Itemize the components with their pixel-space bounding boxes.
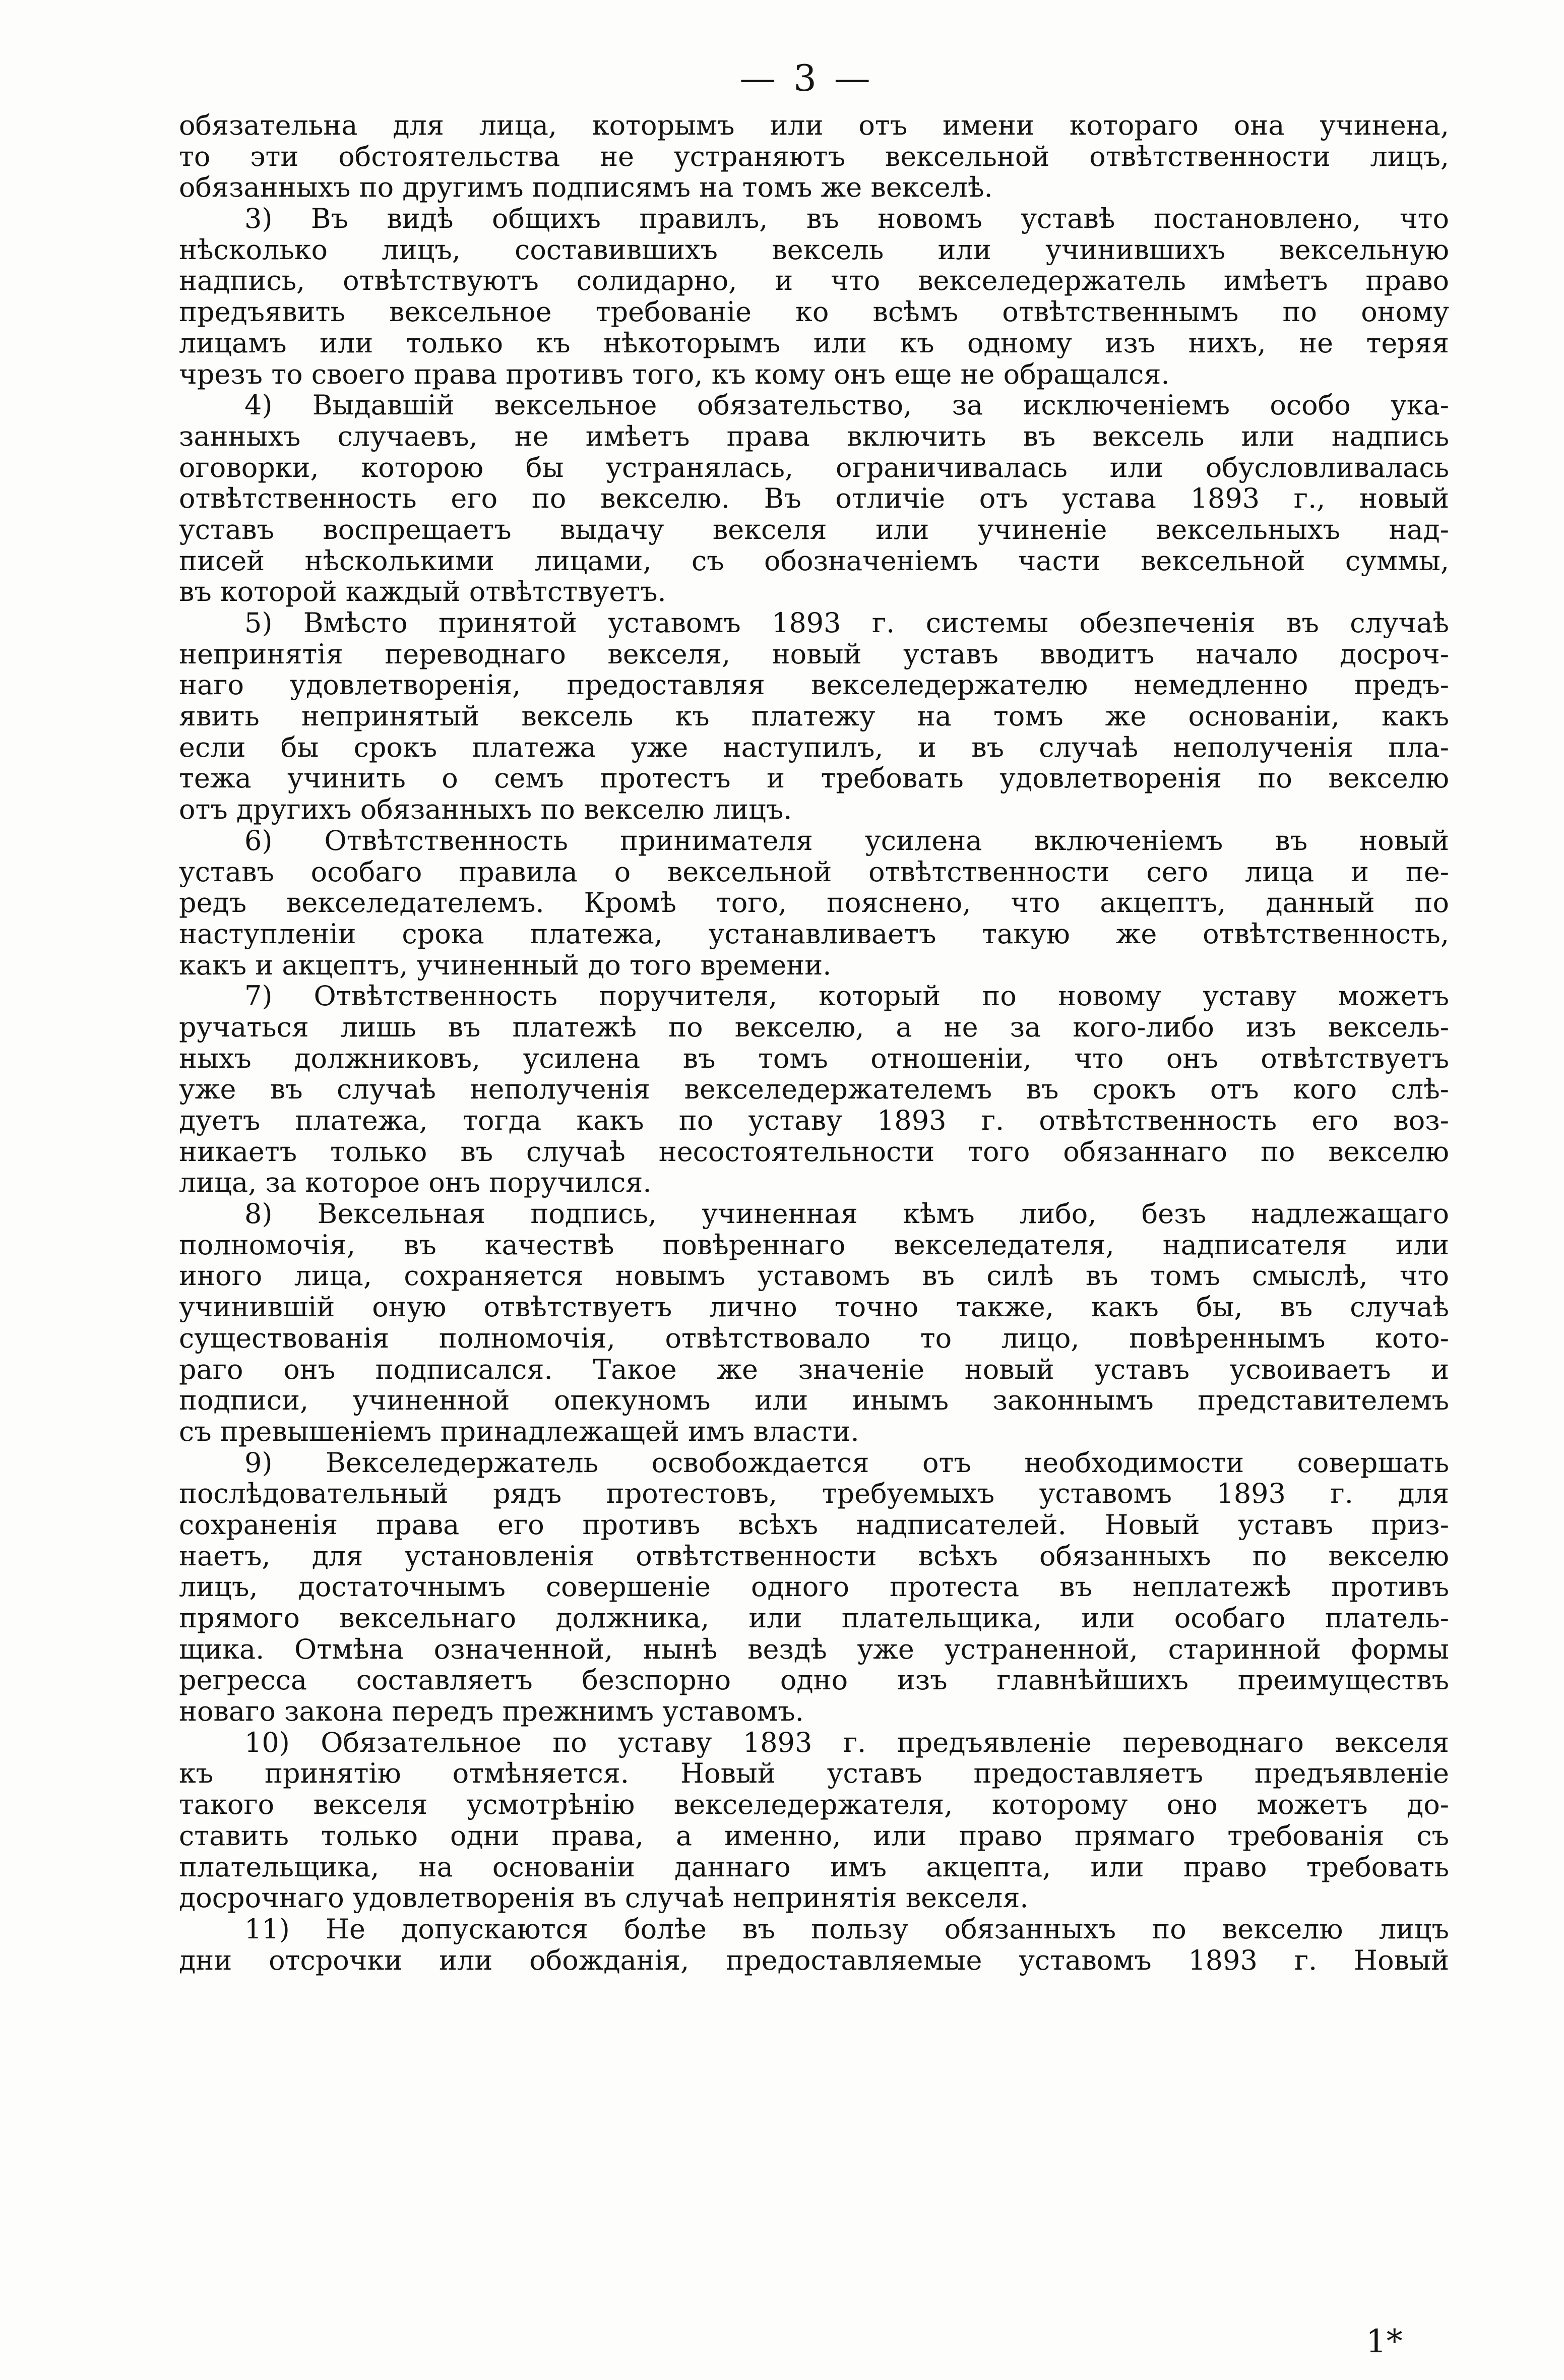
text-line: въ которой каждый отвѣтствуетъ.: [179, 576, 666, 608]
text-line: 3) Въ видѣ общихъ правилъ, въ новомъ уставѣ постановлено, что: [244, 203, 1449, 235]
text-line: нѣсколько лицъ, составившихъ вексель или учинившихъ вексельную: [179, 233, 1449, 266]
text-line: 9) Векселедержатель освобождается отъ необходимости совершать: [244, 1446, 1449, 1479]
signature-mark: 1*: [1366, 2323, 1403, 2360]
text-line: послѣдовательный рядъ протестовъ, требуемыхъ уставомъ 1893 г. для: [179, 1478, 1449, 1510]
text-line: 10) Обязательное по уставу 1893 г. предъявленіе переводнаго векселя: [244, 1726, 1449, 1758]
text-line: предъявить вексельное требованіе ко всѣмъ отвѣтственнымъ по оному: [179, 296, 1449, 328]
text-line: досрочнаго удовлетворенія въ случаѣ непринятія векселя.: [179, 1882, 1029, 1914]
text-line: новаго закона передъ прежнимъ уставомъ.: [179, 1695, 804, 1728]
text-line: уже въ случаѣ неполученія векселедержателемъ въ срокъ отъ кого слѣ-: [179, 1073, 1449, 1106]
text-line: отъ другихъ обязанныхъ по векселю лицъ.: [179, 794, 792, 826]
text-line: лицъ, достаточнымъ совершеніе одного протеста въ неплатежѣ противъ: [179, 1571, 1449, 1603]
text-line: такого векселя усмотрѣнію векселедержателя, которому оно можетъ до-: [179, 1789, 1449, 1821]
text-line: 11) Не допускаются болѣе въ пользу обязанныхъ по векселю лицъ: [244, 1913, 1449, 1945]
text-line: лицамъ или только къ нѣкоторымъ или къ одному изъ нихъ, не теряя: [179, 327, 1449, 359]
text-line: наетъ, для установленія отвѣтственности всѣхъ обязанныхъ по векселю: [179, 1540, 1449, 1572]
text-line: ручаться лишь въ платежѣ по векселю, а не за кого-либо изъ вексель-: [179, 1011, 1449, 1043]
text-line: тежа учинить о семъ протестъ и требовать удовлетворенія по векселю: [179, 762, 1449, 795]
text-line: надпись, отвѣтствуютъ солидарно, и что векселедержатель имѣетъ право: [179, 265, 1449, 297]
text-line: 6) Отвѣтственность принимателя усилена включеніемъ въ новый: [244, 824, 1449, 857]
text-line: отвѣтственность его по векселю. Въ отличіе отъ устава 1893 г., новый: [179, 482, 1449, 515]
text-line: 8) Вексельная подпись, учиненная кѣмъ либо, безъ надлежащаго: [244, 1198, 1449, 1230]
text-line: прямого вексельнаго должника, или плательщика, или особаго платель-: [179, 1602, 1449, 1634]
text-line: чрезъ то своего права противъ того, къ кому онъ еще не обращался.: [179, 358, 1170, 390]
body-text: [179, 110, 1449, 1976]
text-line: сохраненія права его противъ всѣхъ надписателей. Новый уставъ приз-: [179, 1508, 1449, 1541]
text-line: раго онъ подписался. Такое же значеніе новый уставъ усвоиваетъ и: [179, 1353, 1449, 1385]
text-line: полномочія, въ качествѣ повѣреннаго векселедателя, надписателя или: [179, 1229, 1449, 1261]
text-line: регресса составляетъ безспорно одно изъ главнѣйшихъ преимуществъ: [179, 1664, 1449, 1696]
text-line: иного лица, сохраняется новымъ уставомъ въ силѣ въ томъ смыслѣ, что: [179, 1260, 1449, 1292]
text-line: съ превышеніемъ принадлежащей имъ власти.: [179, 1415, 859, 1447]
text-line: 5) Вмѣсто принятой уставомъ 1893 г. системы обезпеченія въ случаѣ: [244, 607, 1449, 639]
text-line: 4) Выдавшій вексельное обязательство, за исключеніемъ особо ука-: [244, 389, 1449, 421]
text-line: уставъ воспрещаетъ выдачу векселя или учиненіе вексельныхъ над-: [179, 513, 1449, 545]
text-line: если бы срокъ платежа уже наступилъ, и въ случаѣ неполученія пла-: [179, 731, 1449, 763]
text-line: подписи, учиненной опекуномъ или инымъ законнымъ представителемъ: [179, 1384, 1449, 1417]
text-line: лица, за которое онъ поручился.: [179, 1167, 652, 1199]
text-line: редъ векселедателемъ. Кромѣ того, пояснено, что акцептъ, данный по: [179, 887, 1449, 919]
page-number: — 3 —: [739, 57, 873, 99]
text-line: явить непринятый вексель къ платежу на томъ же основаніи, какъ: [179, 700, 1449, 733]
text-line: существованія полномочія, отвѣтствовало то лицо, повѣреннымъ кото-: [179, 1322, 1449, 1354]
text-line: дуетъ платежа, тогда какъ по уставу 1893 г. отвѣтственность его воз-: [179, 1105, 1449, 1136]
text-line: наго удовлетворенія, предоставляя векселедержателю немедленно предъ-: [179, 669, 1449, 701]
text-line: какъ и акцептъ, учиненный до того времени.: [179, 949, 832, 981]
text-line: щика. Отмѣна означенной, нынѣ вездѣ уже устраненной, старинной формы: [179, 1633, 1449, 1665]
text-line: занныхъ случаевъ, не имѣетъ права включить въ вексель или надпись: [179, 420, 1449, 452]
text-line: оговорки, которою бы устранялась, ограничивалась или обусловливалась: [179, 451, 1449, 483]
text-line: то эти обстоятельства не устраняютъ вексельной отвѣтственности лицъ,: [179, 140, 1449, 172]
text-line: никаетъ только въ случаѣ несостоятельности того обязаннаго по векселю: [179, 1135, 1449, 1168]
text-line: учинившій оную отвѣтствуетъ лично точно также, какъ бы, въ случаѣ: [179, 1291, 1449, 1323]
text-line: ныхъ должниковъ, усилена въ томъ отношеніи, что онъ отвѣтствуетъ: [179, 1042, 1449, 1074]
text-line: плательщика, на основаніи даннаго имъ акцепта, или право требовать: [179, 1851, 1449, 1883]
text-line: ставить только одни права, а именно, или право прямаго требованія съ: [179, 1819, 1449, 1852]
text-line: уставъ особаго правила о вексельной отвѣтственности сего лица и пе-: [179, 856, 1449, 888]
text-line: обязательна для лица, которымъ или отъ имени котораго она учинена,: [179, 109, 1449, 141]
text-line: писей нѣсколькими лицами, съ обозначеніемъ части вексельной суммы,: [179, 544, 1449, 577]
text-line: 7) Отвѣтственность поручителя, который по новому уставу можетъ: [244, 980, 1449, 1012]
text-line: обязанныхъ по другимъ подписямъ на томъ же векселѣ.: [179, 171, 993, 204]
text-line: наступленіи срока платежа, устанавливаетъ такую же отвѣтственность,: [179, 918, 1449, 950]
text-line: дни отсрочки или обожданія, предоставляемые уставомъ 1893 г. Новый: [179, 1944, 1449, 1976]
text-line: непринятія переводнаго векселя, новый уставъ вводитъ начало досроч-: [179, 638, 1449, 670]
text-line: къ принятію отмѣняется. Новый уставъ предоставляетъ предъявленіе: [179, 1757, 1449, 1790]
